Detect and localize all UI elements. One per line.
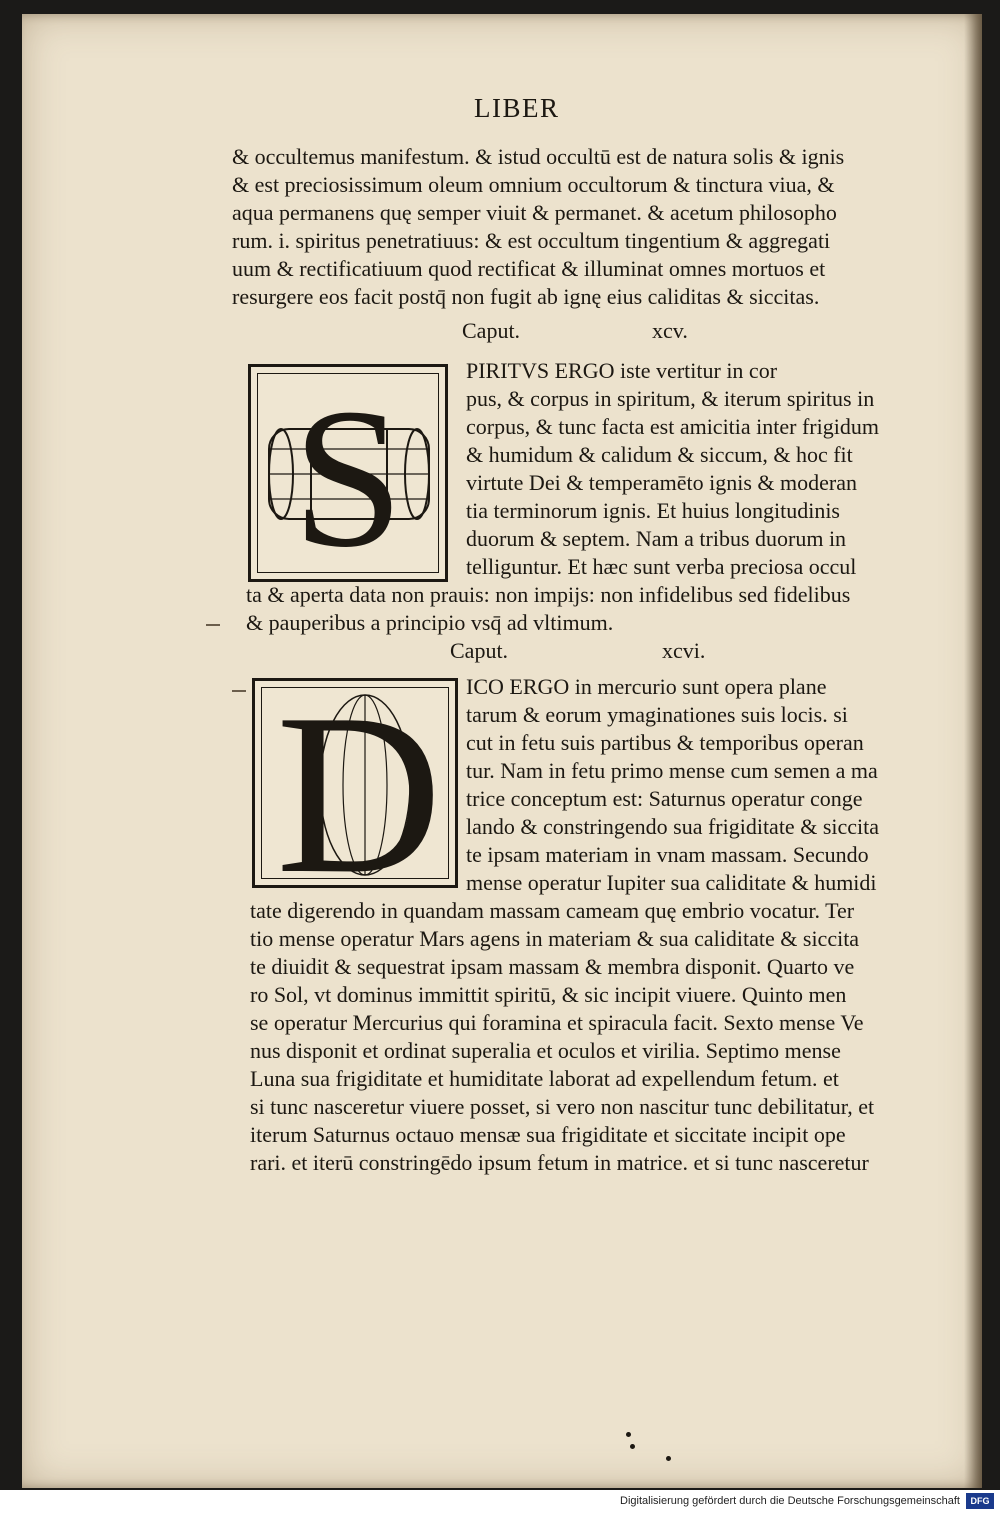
running-head: LIBER [474,93,560,123]
ink-dot [630,1444,635,1449]
text-line: PIRITVS ERGO iste vertitur in cor [466,358,778,383]
text-line: se operatur Mercurius qui foramina et spiracula facit. Sexto mense Ve [250,1010,864,1035]
text-line: tur. Nam in fetu primo mense cum semen a ma [466,758,878,783]
chapter-heading-number: xcvi. [662,638,706,663]
text-line: mense operatur Iupiter sua caliditate & humidi [466,870,877,895]
svg-text:D: D [275,681,443,885]
margin-mark [232,690,246,692]
barrel-illustration [251,367,445,579]
text-line: resurgere eos facit postq̄ non fugit ab ignę eius caliditas & siccitas. [232,284,820,309]
text-line: virtute Dei & temperamēto ignis & moderan [466,470,858,495]
text-line: ta & aperta data non prauis: non impijs: non infidelibus sed fidelibus [246,582,851,607]
dfg-logo: DFG [966,1493,994,1509]
text-line: Luna sua frigiditate et humiditate laborat ad expellendum fetum. et [250,1066,839,1091]
text-line: aqua permanens quę semper viuit & permanet. & acetum philosopho [232,200,837,225]
decorated-initial-d [252,678,458,888]
text-line: ICO ERGO in mercurio sunt opera plane [466,674,827,699]
text-line: cut in fetu suis partibus & temporibus operan [466,730,864,755]
text-line: & occultemus manifestum. & istud occultū est de natura solis & ignis [232,144,845,169]
text-line: si tunc nasceretur viuere posset, si vero non nascitur tunc debilitatur, et [250,1094,875,1119]
margin-mark [206,624,220,626]
text-line: & humidum & calidum & siccum, & hoc fit [466,442,853,467]
text-line: corpus, & tunc facta est amicitia inter frigidum [466,414,879,439]
chapter-heading-number: xcv. [652,318,688,343]
text-line: tarum & eorum ymaginationes suis locis. si [466,702,848,727]
ink-dot [626,1432,631,1437]
funding-credit: Digitalisierung gefördert durch die Deutsche Forschungsgemeinschaft [620,1495,960,1507]
text-line: tia terminorum ignis. Et huius longitudinis [466,498,840,523]
page-gutter-shadow [964,14,982,1488]
text-line: lando & constringendo sua frigiditate & siccita [466,814,880,839]
text-line: nus disponit et ordinat superalia et oculos et virilia. Septimo mense [250,1038,841,1063]
text-line: trice conceptum est: Saturnus operatur conge [466,786,863,811]
book-page [22,14,982,1488]
decorated-initial-s [248,364,448,582]
svg-text:S: S [292,368,404,579]
text-line: & est preciosissimum oleum omnium occultorum & tinctura viua, & [232,172,835,197]
chapter-heading-label: Caput. [462,318,521,343]
text-line: te ipsam materiam in vnam massam. Secundo [466,842,869,867]
text-line: duorum & septem. Nam a tribus duorum in [466,526,847,551]
text-line: telliguntur. Et hæc sunt verba preciosa occul [466,554,857,579]
melon-illustration [255,681,455,885]
chapter-heading-label: Caput. [450,638,509,663]
text-line: rari. et iterū constringēdo ipsum fetum in matrice. et si tunc nasceretur [250,1150,869,1175]
text-line: pus, & corpus in spiritum, & iterum spiritus in [466,386,875,411]
text-line: & pauperibus a principio vsq̄ ad vltimum. [246,610,614,635]
text-line: tio mense operatur Mars agens in materiam & sua caliditate & siccita [250,926,860,951]
ink-dot [666,1456,671,1461]
text-line: iterum Saturnus octauo mensæ sua frigiditate et siccitate incipit ope [250,1122,846,1147]
digitization-footer [0,1490,1000,1514]
text-line: uum & rectificatiuum quod rectificat & illuminat omnes mortuos et [232,256,826,281]
text-line: tate digerendo in quandam massam cameam quę embrio vocatur. Ter [250,898,855,923]
text-line: ro Sol, vt dominus immittit spiritū, & sic incipit viuere. Quinto men [250,982,847,1007]
text-line: te diuidit & sequestrat ipsam massam & membra disponit. Quarto ve [250,954,855,979]
text-line: rum. i. spiritus penetratiuus: & est occultum tingentium & aggregati [232,228,831,253]
